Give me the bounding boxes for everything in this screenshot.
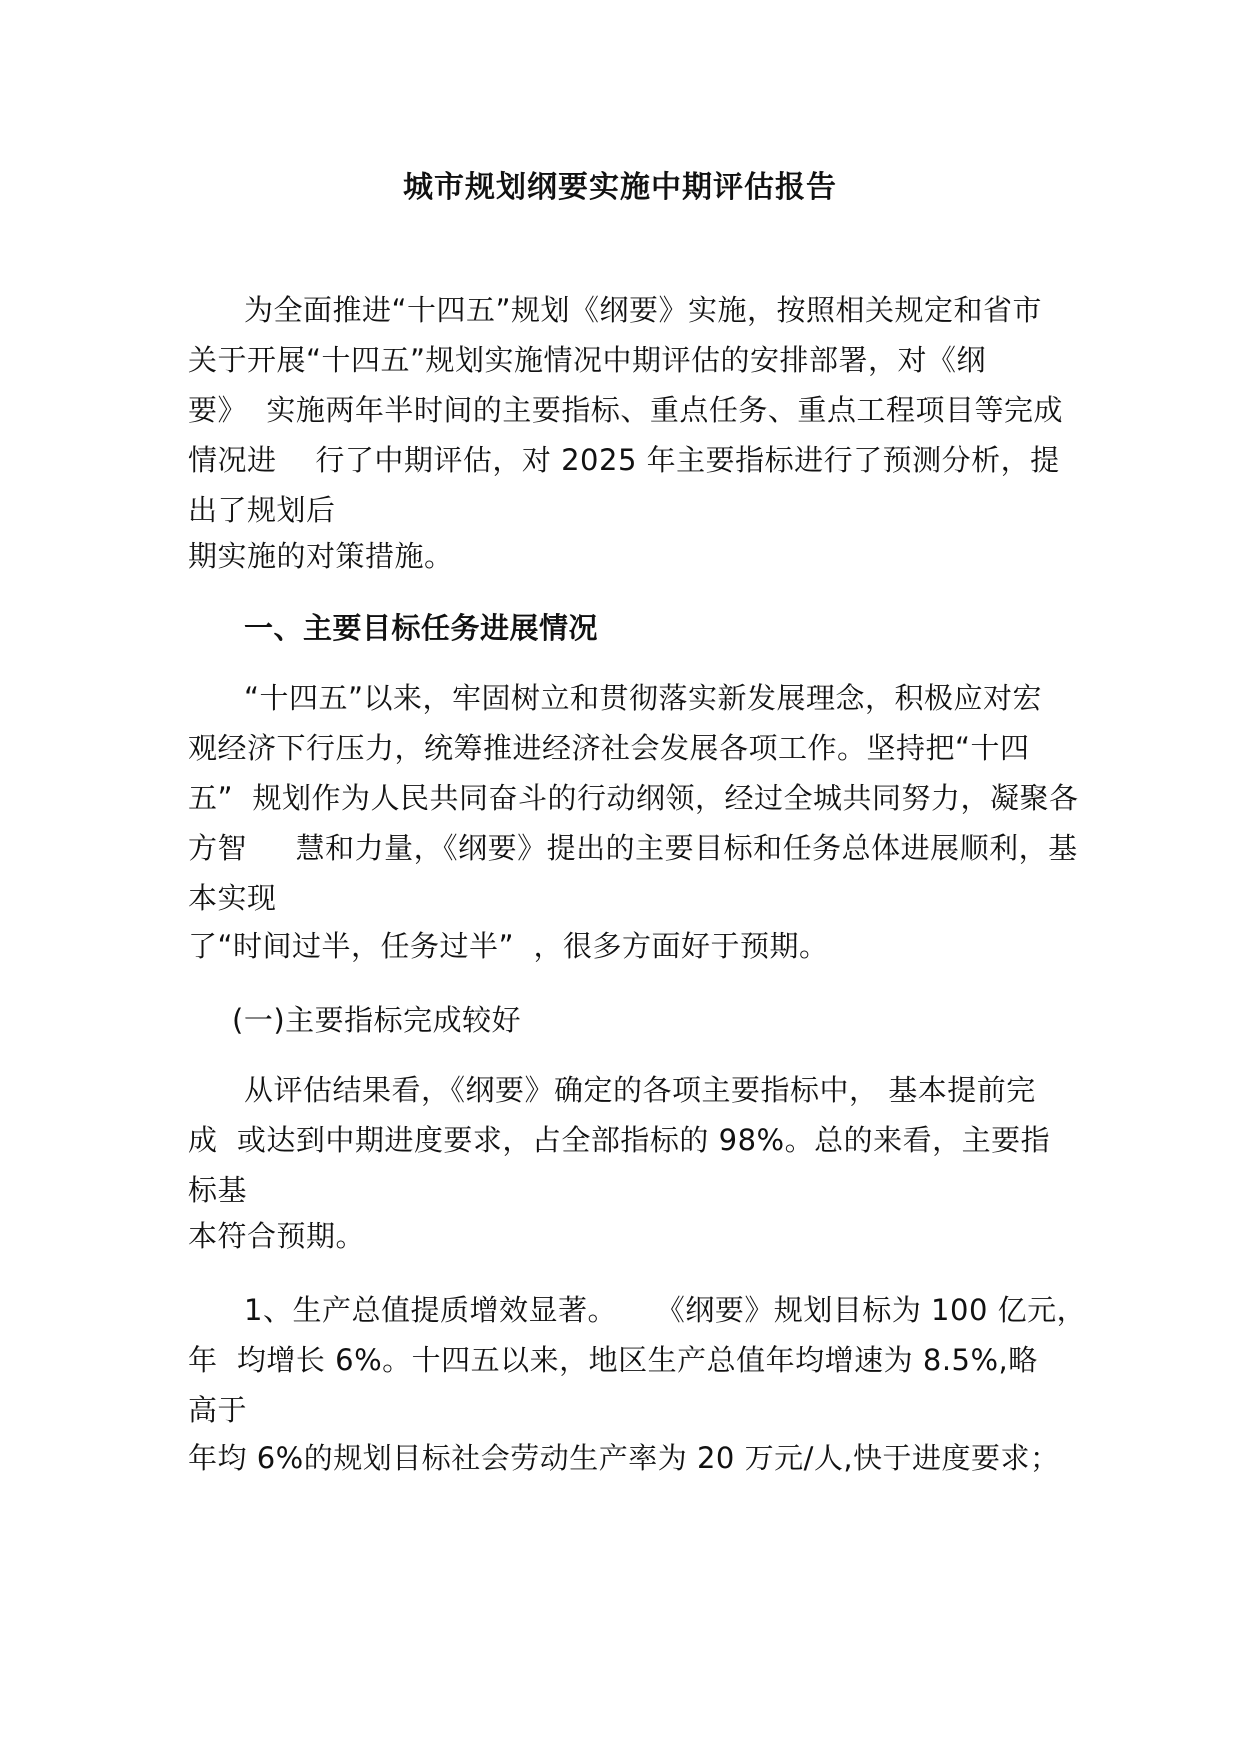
intro-line: 要》 实施两年半时间的主要指标、重点任务、重点工程项目等完成: [188, 393, 1063, 427]
section-heading: 一、主要目标任务进展情况: [244, 611, 599, 645]
subsection1-line: 本符合预期。: [188, 1219, 366, 1253]
section1-line: 五” 规划作为人民共同奋斗的行动纲领，经过全城共同努力，凝聚各: [188, 781, 1079, 815]
intro-line: 情况进 行了中期评估，对 2025 年主要指标进行了预测分析，提: [188, 443, 1060, 477]
section1-line: 本实现: [188, 881, 277, 915]
item1-line: 年均 6%的规划目标社会劳动生产率为 20 万元/人,快于进度要求；: [188, 1441, 1060, 1475]
section1-line: “十四五”以来，牢固树立和贯彻落实新发展理念，积极应对宏: [244, 681, 1043, 715]
section1-line: 观经济下行压力，统筹推进经济社会发展各项工作。坚持把“十四: [188, 731, 1030, 765]
intro-line: 关于开展“十四五”规划实施情况中期评估的安排部署，对《纲: [188, 343, 987, 377]
subsection1-line: 从评估结果看，《纲要》确定的各项主要指标中， 基本提前完: [244, 1073, 1036, 1107]
subsection1-line: 成 或达到中期进度要求，占全部指标的 98%。总的来看，主要指: [188, 1123, 1051, 1157]
subsection1-line: 标基: [188, 1173, 248, 1207]
intro-line: 出了规划后: [188, 493, 336, 527]
intro-line: 为全面推进“十四五”规划《纲要》实施，按照相关规定和省市: [244, 293, 1043, 327]
subsection-heading: (一)主要指标完成较好: [232, 1003, 522, 1037]
item1-line: 年 均增长 6%。十四五以来，地区生产总值年均增速为 8.5%,略: [188, 1343, 1038, 1377]
item1-line: 1、生产总值提质增效显著。 《纲要》规划目标为 100 亿元，: [244, 1293, 1087, 1327]
section1-line: 方智 慧和力量，《纲要》提出的主要目标和任务总体进展顺利，基: [188, 831, 1078, 865]
section1-line: 了“时间过半，任务过半” ，很多方面好于预期。: [188, 929, 829, 963]
intro-line: 期实施的对策措施。: [188, 539, 454, 573]
document-title: 城市规划纲要实施中期评估报告: [403, 170, 837, 205]
item1-line: 高于: [188, 1393, 248, 1427]
